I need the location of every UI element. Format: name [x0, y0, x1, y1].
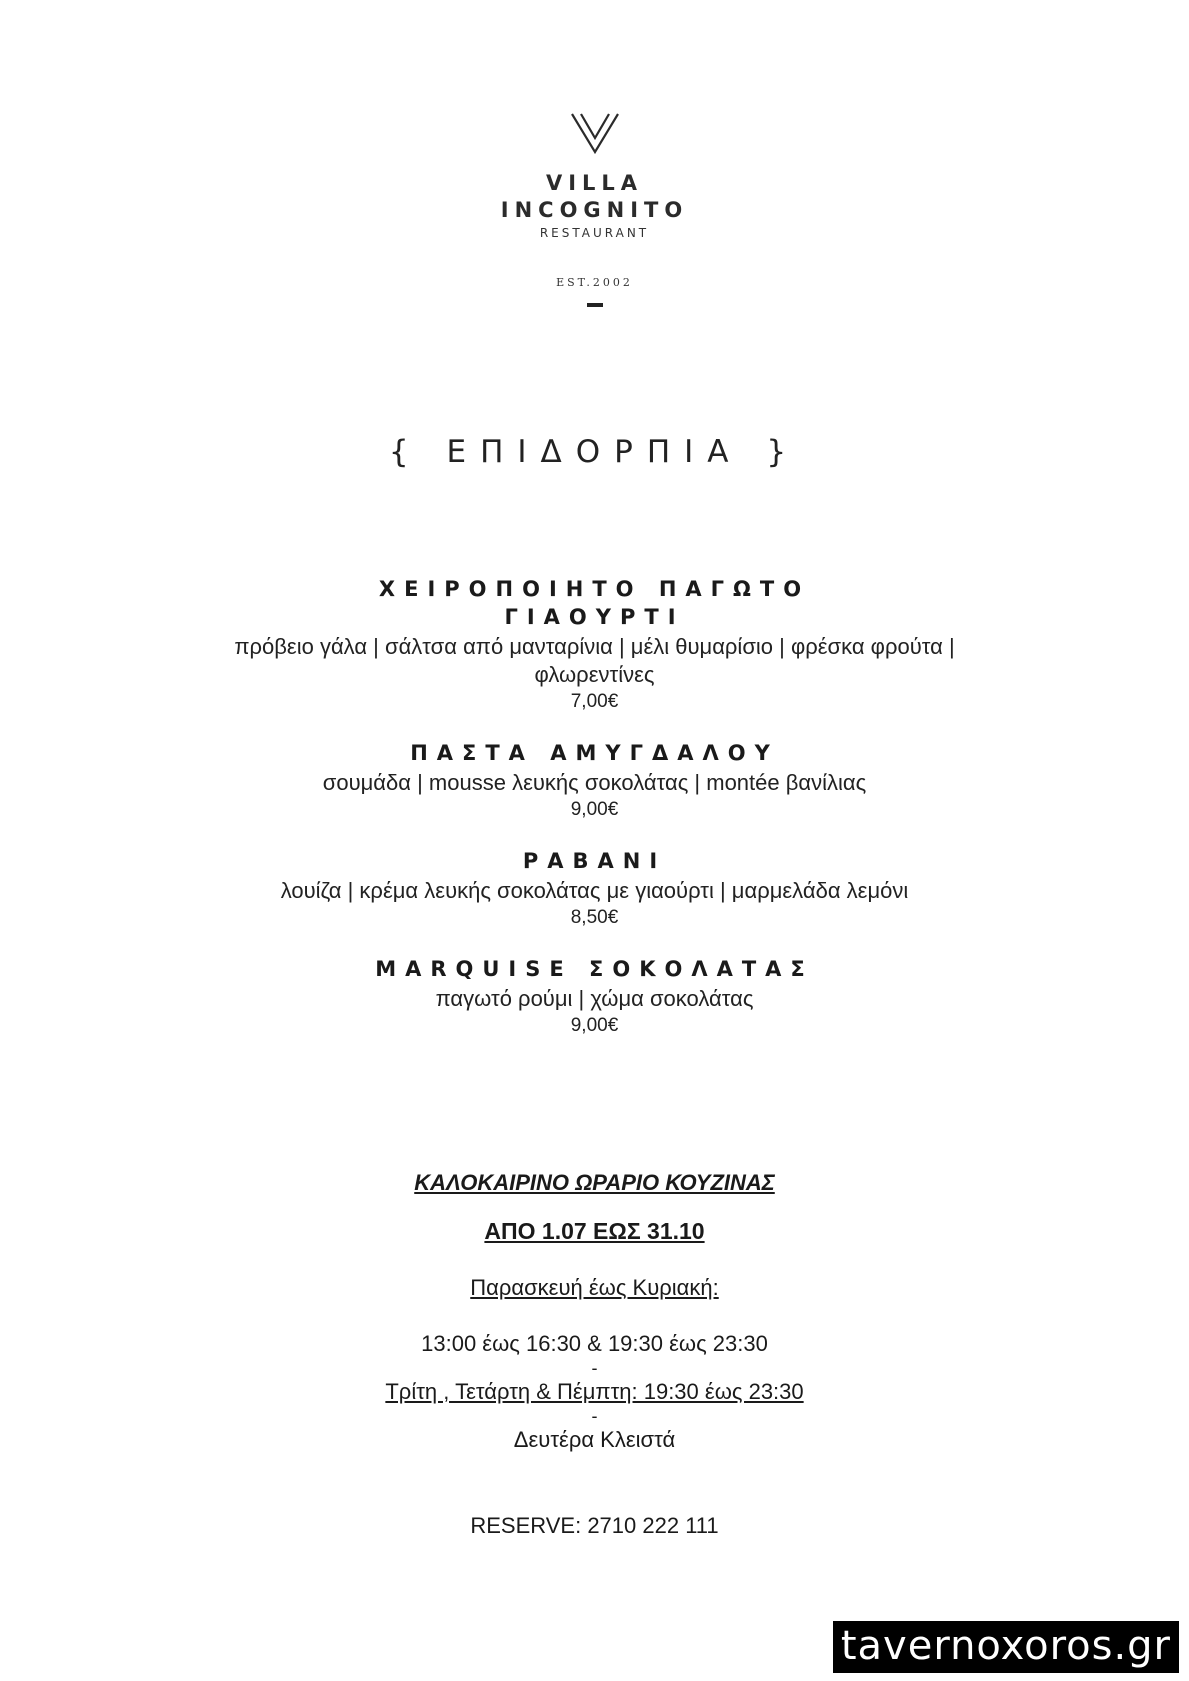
item-name: ΡΑΒΑΝΙ [522, 849, 667, 873]
hours-dates: ΑΠΟ 1.07 ΕΩΣ 31.10 [484, 1218, 705, 1244]
v-monogram-icon [570, 112, 620, 154]
logo-divider [587, 303, 603, 307]
item-description: σουμάδα | mousse λευκής σοκολάτας | montée βανίλιας [322, 770, 867, 795]
item-name: ΠΑΣΤΑ ΑΜΥΓΔΑΛΟΥ [410, 741, 779, 765]
logo-text-restaurant: RESTAURANT [539, 226, 650, 240]
restaurant-logo [0, 112, 1189, 307]
menu-item [0, 739, 1189, 823]
dessert-menu [0, 575, 1189, 1063]
section-title: { ΕΠΙΔΟΡΠΙΑ } [388, 434, 801, 470]
kitchen-hours [0, 1170, 1189, 1539]
logo-text-incognito: INCOGNITO [500, 198, 689, 222]
item-name: ΧΕΙΡΟΠΟΙΗΤΟ ΠΑΓΩΤΟ [378, 577, 811, 601]
watermark: tavernoxoros.gr [833, 1621, 1179, 1673]
weekend-slots: 13:00 έως 16:30 & 19:30 έως 23:30 [421, 1331, 768, 1356]
item-price: 7,00€ [570, 691, 619, 712]
reserve-phone: RESERVE: 2710 222 111 [470, 1513, 719, 1538]
item-price: 9,00€ [570, 1015, 619, 1036]
logo-text-villa: VILLA [545, 171, 644, 195]
menu-item [0, 847, 1189, 931]
menu-item [0, 955, 1189, 1039]
weekday-hours: Τρίτη , Τετάρτη & Πέμπτη: 19:30 έως 23:30 [385, 1379, 804, 1404]
item-description: πρόβειο γάλα | σάλτσα από μανταρίνια | μέλι θυμαρίσιο | φρέσκα φρούτα | φλωρεντίνες [234, 634, 955, 687]
item-name-line2: ΓΙΑΟΥΡΤΙ [504, 605, 685, 629]
hours-title: ΚΑΛΟΚΑΙΡΙΝΟ ΩΡΑΡΙΟ ΚΟΥΖΙΝΑΣ [414, 1170, 775, 1195]
item-price: 8,50€ [570, 907, 619, 928]
item-price: 9,00€ [570, 799, 619, 820]
item-description: παγωτό ρούμι | χώμα σοκολάτας [435, 986, 754, 1011]
item-name: MARQUISE ΣΟΚΟΛΑΤΑΣ [375, 957, 814, 981]
item-description: λουίζα | κρέμα λευκής σοκολάτας με γιαούρτι | μαρμελάδα λεμόνι [280, 878, 909, 903]
hours-separator: - [591, 1406, 598, 1426]
hours-separator: - [591, 1358, 598, 1378]
weekend-label: Παρασκευή έως Κυριακή: [470, 1275, 719, 1300]
menu-item [0, 575, 1189, 715]
established-label: EST.2002 [556, 276, 633, 289]
closed-day: Δευτέρα Κλειστά [513, 1427, 676, 1452]
